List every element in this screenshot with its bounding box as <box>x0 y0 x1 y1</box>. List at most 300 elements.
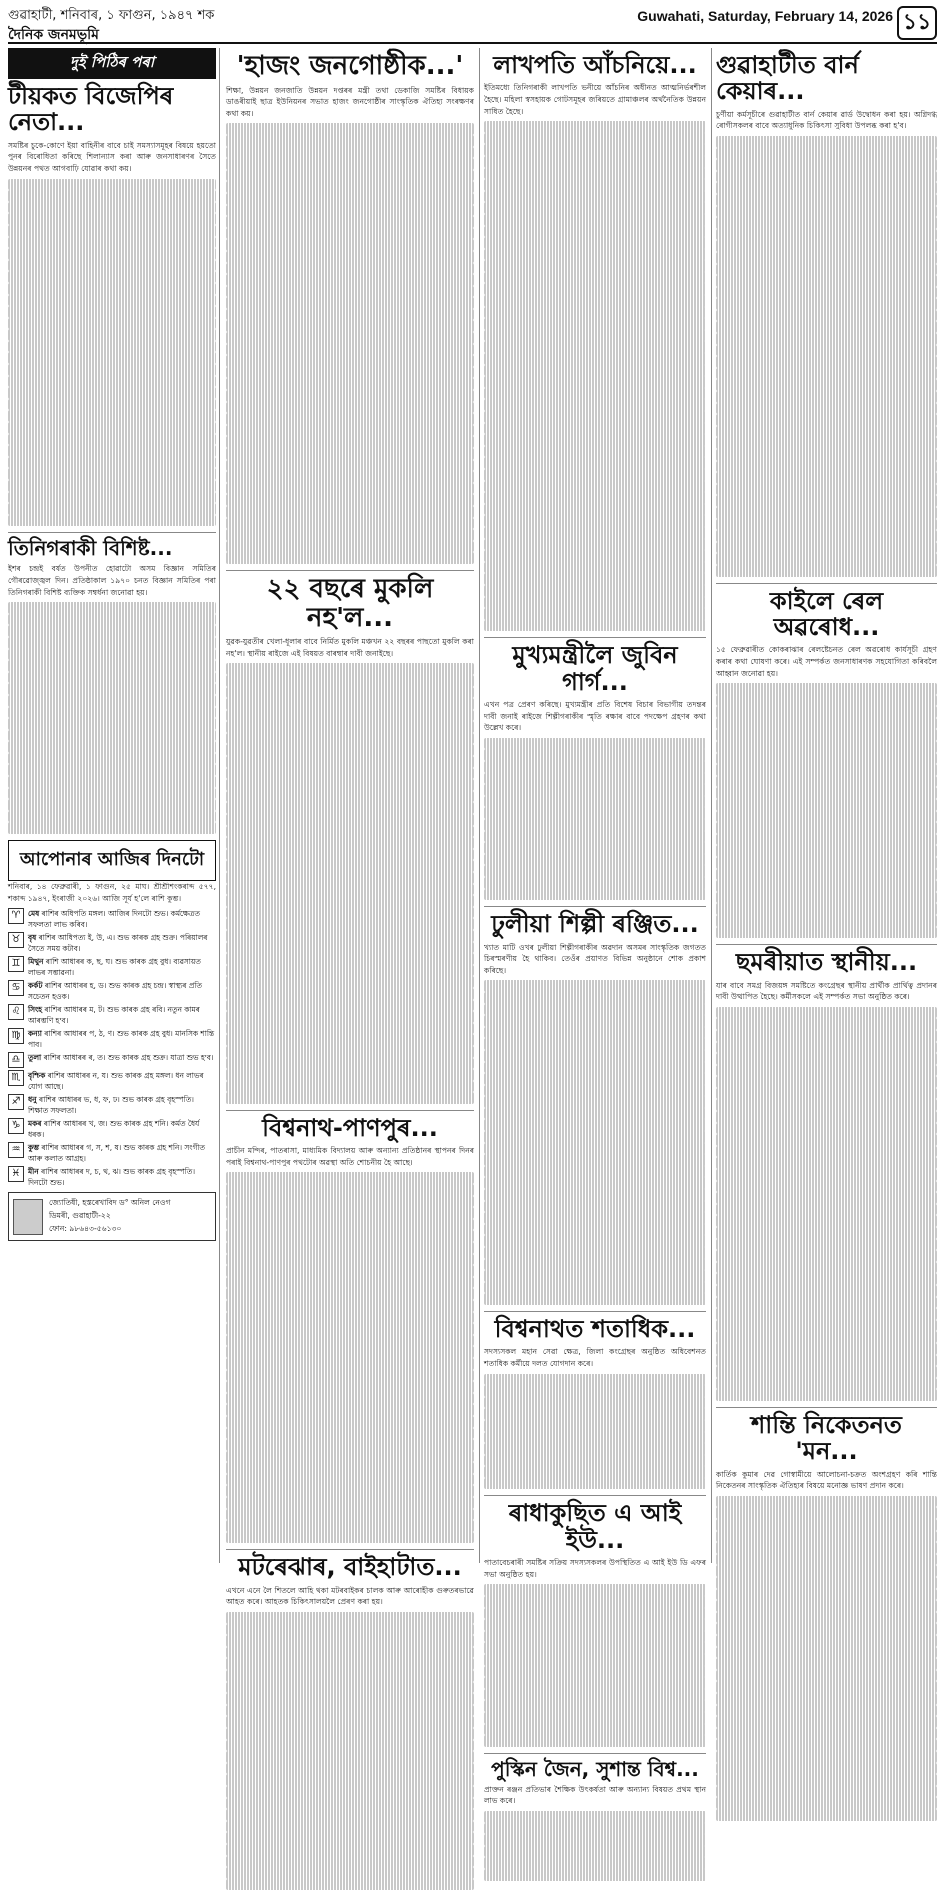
text-line-placeholder <box>226 826 474 838</box>
text-line-placeholder <box>226 402 474 414</box>
text-line-placeholder <box>8 672 216 684</box>
text-line-placeholder <box>716 1751 937 1763</box>
text-line-placeholder <box>8 614 216 626</box>
text-line-placeholder <box>484 492 706 504</box>
text-line-placeholder <box>8 352 216 364</box>
text-line-placeholder <box>226 1439 474 1451</box>
text-line-placeholder <box>8 637 216 649</box>
text-line-placeholder <box>484 1846 706 1858</box>
text-line-placeholder <box>226 1716 474 1728</box>
text-line-placeholder <box>716 880 937 892</box>
article-body: প্ৰাচীন মন্দিৰ, পাতৰাসা, মাধ্যমিক বিদ্যালয় আৰু অন্যান্য প্ৰতিষ্ঠানৰ স্থাপনৰ দিনৰ পৰাই বিশ্বনাথ-পাণপুৰ পথটোৰ অৱস্থা অতি শোচনীয় হৈ আছে। <box>226 1146 474 1167</box>
text-line-placeholder <box>716 729 937 741</box>
zodiac-capricorn-icon: ♑ <box>8 1118 24 1134</box>
text-line-placeholder <box>226 529 474 541</box>
text-line-placeholder <box>716 1239 937 1251</box>
text-line-placeholder <box>484 1420 706 1432</box>
text-line-placeholder <box>8 649 216 661</box>
text-line-placeholder <box>226 1520 474 1532</box>
text-line-placeholder <box>484 1466 706 1478</box>
text-line-placeholder <box>226 1474 474 1486</box>
text-line-placeholder <box>484 784 706 796</box>
rashi-text: ৰাশিৰ আধাৰৰ ম, ট। শুভ কাৰক গ্ৰহ ৰবি। নতুন কামৰ আৰম্ভণি হ'ব। <box>28 1005 200 1026</box>
text-line-placeholder <box>484 399 706 411</box>
text-line-placeholder <box>484 992 706 1004</box>
text-line-placeholder <box>226 1451 474 1463</box>
text-line-placeholder <box>716 1623 937 1635</box>
rashi-name: মীন <box>28 1167 39 1177</box>
text-line-placeholder <box>226 494 474 506</box>
text-line-placeholder <box>484 260 706 272</box>
text-line-placeholder <box>226 675 474 687</box>
text-line-placeholder <box>484 168 706 180</box>
column-3 <box>484 48 706 1806</box>
zodiac-taurus-icon: ♉ <box>8 932 24 948</box>
text-line-placeholder <box>484 1857 706 1869</box>
text-line-placeholder <box>716 1192 937 1204</box>
text-line-placeholder <box>716 1366 937 1378</box>
text-line-placeholder <box>716 1519 937 1531</box>
text-line-placeholder <box>226 344 474 356</box>
text-line-placeholder <box>226 205 474 217</box>
text-line-placeholder <box>226 942 474 954</box>
text-line-placeholder <box>226 1184 474 1196</box>
text-line-placeholder <box>716 1496 937 1508</box>
text-line-placeholder <box>484 550 706 562</box>
text-line-placeholder <box>226 1786 474 1798</box>
headline: ঢুলীয়া শিল্পী ৰঞ্জিত... <box>491 910 699 939</box>
rashi-name: মেষ <box>28 909 40 919</box>
text-line-placeholder <box>716 472 937 484</box>
text-line-placeholder <box>716 1635 937 1647</box>
text-line-placeholder <box>716 519 937 531</box>
text-line-placeholder <box>484 1015 706 1027</box>
rashi-text: ৰাশিৰ আধাৰৰ ভ, ধ, ফ, ঢ। শুভ কাৰক গ্ৰহ বৃহস্পতি। শিক্ষাত সফলতা। <box>28 1095 194 1116</box>
rashi-item <box>8 1142 216 1164</box>
text-line-placeholder <box>8 329 216 341</box>
text-line-placeholder <box>226 1219 474 1231</box>
text-line-placeholder <box>716 869 937 881</box>
text-line-placeholder <box>484 121 706 133</box>
text-line-placeholder <box>8 683 216 695</box>
text-line-placeholder <box>716 1705 937 1717</box>
rashi-item <box>8 1070 216 1092</box>
text-line-placeholder <box>716 1507 937 1519</box>
text-line-placeholder <box>716 706 937 718</box>
text-line-placeholder <box>716 530 937 542</box>
text-line-placeholder <box>8 364 216 376</box>
text-line-placeholder <box>716 1285 937 1297</box>
text-line-placeholder <box>484 1224 706 1236</box>
text-line-placeholder <box>8 707 216 719</box>
text-line-placeholder <box>226 1462 474 1474</box>
text-line-placeholder <box>8 811 216 823</box>
text-line-placeholder <box>484 1108 706 1120</box>
text-line-placeholder <box>484 1677 706 1689</box>
text-line-placeholder <box>484 1689 706 1701</box>
text-line-placeholder <box>484 1270 706 1282</box>
text-line-placeholder <box>8 318 216 330</box>
text-line-placeholder <box>226 1485 474 1497</box>
text-line-placeholder <box>226 1821 474 1833</box>
text-line-placeholder <box>8 468 216 480</box>
text-line-placeholder <box>716 542 937 554</box>
text-line-placeholder <box>226 965 474 977</box>
column-divider <box>219 48 220 1563</box>
text-line-placeholder <box>226 698 474 710</box>
text-line-placeholder <box>484 1050 706 1062</box>
text-line-placeholder <box>716 298 937 310</box>
text-line-placeholder <box>716 1065 937 1077</box>
text-line-placeholder <box>484 807 706 819</box>
text-line-placeholder <box>226 1381 474 1393</box>
headline: 'হাজং জনগোষ্ঠীক...' <box>236 51 464 81</box>
text-line-placeholder <box>8 776 216 788</box>
rashi-item <box>8 1118 216 1140</box>
headline: মটৰেঝাৰ, বাইহাটাত... <box>238 1553 462 1582</box>
rashi-name: বৃষ <box>28 933 37 943</box>
horoscope-title: আপোনাৰ আজিৰ দিনটো <box>8 840 216 881</box>
text-line-placeholder <box>226 518 474 530</box>
text-line-placeholder <box>226 1867 474 1879</box>
text-line-placeholder <box>716 683 937 695</box>
masthead <box>8 6 937 43</box>
zodiac-sagittarius-icon: ♐ <box>8 1094 24 1110</box>
text-line-placeholder <box>716 391 937 403</box>
text-line-placeholder <box>484 283 706 295</box>
text-line-placeholder <box>8 730 216 742</box>
rashi-name: বৃশ্চিক <box>28 1071 46 1081</box>
text-line-placeholder <box>484 515 706 527</box>
text-line-placeholder <box>716 1250 937 1262</box>
text-line-placeholder <box>484 1654 706 1666</box>
rashi-text: ৰাশিৰ আধাৰৰ ৰ, ত। শুভ কাৰক গ্ৰহ শুক্ৰ। যাত্ৰা শুভ হ'ব। <box>43 1053 214 1063</box>
text-line-placeholder <box>484 1062 706 1074</box>
text-line-placeholder <box>716 507 937 519</box>
rashi-name: কৰ্কট <box>28 981 43 991</box>
rashi-item <box>8 956 216 978</box>
text-line-placeholder <box>8 225 216 237</box>
text-line-placeholder <box>226 483 474 495</box>
text-line-placeholder <box>484 1085 706 1097</box>
text-line-placeholder <box>716 1809 937 1821</box>
text-line-placeholder <box>8 260 216 272</box>
headline: লাখপতি আঁচনিয়ে... <box>493 51 697 79</box>
text-line-placeholder <box>484 1608 706 1620</box>
text-line-placeholder <box>226 1809 474 1821</box>
text-line-placeholder <box>226 1000 474 1012</box>
text-line-placeholder <box>716 148 937 160</box>
masthead-date-english: Guwahati, Saturday, February 14, 2026 <box>637 8 893 24</box>
text-line-placeholder <box>484 1834 706 1846</box>
text-line-placeholder <box>716 275 937 287</box>
text-line-placeholder <box>226 814 474 826</box>
text-line-placeholder <box>716 1786 937 1798</box>
text-line-placeholder <box>226 239 474 251</box>
text-line-placeholder <box>484 1443 706 1455</box>
text-line-placeholder <box>226 367 474 379</box>
astrologer-box <box>8 1192 216 1241</box>
rashi-text: ৰাশিৰ আধাৰৰ দ, চ, থ, ঝ। শুভ কাৰক গ্ৰহ বৃহস্পতি। দিনটো শুভ। <box>28 1167 195 1188</box>
text-line-placeholder <box>226 1624 474 1636</box>
text-line-placeholder <box>484 1212 706 1224</box>
text-line-placeholder <box>484 854 706 866</box>
text-line-placeholder <box>226 1058 474 1070</box>
text-line-placeholder <box>484 481 706 493</box>
text-line-placeholder <box>226 1277 474 1289</box>
text-line-placeholder <box>226 1416 474 1428</box>
text-line-placeholder <box>484 272 706 284</box>
text-line-placeholder <box>716 1018 937 1030</box>
text-line-placeholder <box>484 1143 706 1155</box>
text-line-placeholder <box>226 471 474 483</box>
text-line-placeholder <box>716 1612 937 1624</box>
text-line-placeholder <box>716 1146 937 1158</box>
article-body: ১৫ ফেব্ৰুৱাৰীত কোকৰাঝাৰ ৰেলষ্টেচনত ৰেল অৱৰোধ কাৰ্যসূচী গ্ৰহণ কৰাৰ কথা ঘোষণা কৰে। এই সম্পৰ্কত জনসাধাৰণক সহযোগিতা কৰিবলৈ আহ্বান জনোৱা হয়। <box>716 645 937 678</box>
rashi-name: কুম্ভ <box>28 1143 40 1153</box>
zodiac-cancer-icon: ♋ <box>8 980 24 996</box>
text-line-placeholder <box>716 495 937 507</box>
text-line-placeholder <box>226 1358 474 1370</box>
article-body: ইশৰ চন্দ্ৰই বৰ্ষত উপনীত হোৱাটো অসম বিজ্ঞান সমিতিৰ গৌৰৱোজ্জ্বল দিন। প্ৰতিষ্ঠাকাল ১৯৭০ চনত বিজ্ঞান সমিতিৰ পৰা তিনিগৰাকী বিশিষ্ট ব্যক্তিক সম্বৰ্ধনা জনোৱা হয়। <box>8 564 216 597</box>
text-line-placeholder <box>484 819 706 831</box>
text-line-placeholder <box>716 136 937 148</box>
text-line-placeholder <box>716 1542 937 1554</box>
text-line-placeholder <box>484 877 706 889</box>
text-line-placeholder <box>484 980 706 992</box>
text-line-placeholder <box>226 1034 474 1046</box>
text-line-placeholder <box>484 1642 706 1654</box>
text-line-placeholder <box>484 341 706 353</box>
headline: মুখ্যমন্ত্ৰীলৈ জুবিন গাৰ্গ... <box>512 641 678 696</box>
text-line-placeholder <box>716 695 937 707</box>
text-line-placeholder <box>716 1577 937 1589</box>
headline: বিশ্বনাথত শতাধিক... <box>494 1314 696 1343</box>
text-line-placeholder <box>484 469 706 481</box>
text-line-placeholder <box>484 179 706 191</box>
column-divider <box>479 48 480 1563</box>
text-line-placeholder <box>226 849 474 861</box>
text-line-placeholder <box>484 1584 706 1596</box>
text-line-placeholder <box>716 1297 937 1309</box>
text-line-placeholder <box>484 446 706 458</box>
text-line-placeholder <box>716 356 937 368</box>
text-line-placeholder <box>484 1712 706 1724</box>
text-line-placeholder <box>226 1774 474 1786</box>
text-line-placeholder <box>226 1832 474 1844</box>
text-line-placeholder <box>484 1131 706 1143</box>
text-line-placeholder <box>226 1404 474 1416</box>
text-line-placeholder <box>716 333 937 345</box>
text-line-placeholder <box>716 1308 937 1320</box>
text-line-placeholder <box>716 741 937 753</box>
text-line-placeholder <box>8 213 216 225</box>
text-line-placeholder <box>484 133 706 145</box>
column-1 <box>8 48 216 1563</box>
text-line-placeholder <box>716 252 937 264</box>
text-line-placeholder <box>226 1856 474 1868</box>
article-body: চুৰ্ণীয়া কৰ্মসূচীৰে গুৱাহাটীত বাৰ্ন কেয়াৰ ৱাৰ্ড উদ্বোধন কৰা হয়। অগ্নিদগ্ধ ৰোগীসকলৰ বাবে অত্যাধুনিক চিকিৎসা সুবিধা উপলব্ধ কৰা হ'ব। <box>716 109 937 131</box>
text-line-placeholder <box>226 837 474 849</box>
text-line-placeholder <box>226 320 474 332</box>
text-line-placeholder <box>8 445 216 457</box>
text-line-placeholder <box>716 310 937 322</box>
text-line-placeholder <box>8 190 216 202</box>
text-line-placeholder <box>8 718 216 730</box>
text-line-placeholder <box>716 764 937 776</box>
text-line-placeholder <box>226 779 474 791</box>
headline: ২২ বছৰে মুকলি নহ'ল... <box>266 573 434 633</box>
text-line-placeholder <box>226 1300 474 1312</box>
text-line-placeholder <box>226 1323 474 1335</box>
astrologer-photo <box>13 1199 43 1235</box>
text-line-placeholder <box>716 1088 937 1100</box>
text-line-placeholder <box>484 1432 706 1444</box>
text-line-placeholder <box>8 399 216 411</box>
text-line-placeholder <box>716 1716 937 1728</box>
column-2 <box>226 48 474 1607</box>
zodiac-leo-icon: ♌ <box>8 1004 24 1020</box>
text-line-placeholder <box>8 283 216 295</box>
text-line-placeholder <box>716 1589 937 1601</box>
text-line-placeholder <box>484 1166 706 1178</box>
text-line-placeholder <box>484 608 706 620</box>
text-line-placeholder <box>484 330 706 342</box>
rashi-item <box>8 908 216 930</box>
text-line-placeholder <box>716 1565 937 1577</box>
text-line-placeholder <box>226 802 474 814</box>
text-line-placeholder <box>484 226 706 238</box>
rashi-name: মিথুন <box>28 957 44 967</box>
text-line-placeholder <box>226 1230 474 1242</box>
text-line-placeholder <box>484 1811 706 1823</box>
rashi-item <box>8 1004 216 1026</box>
text-line-placeholder <box>226 687 474 699</box>
article-body: এখনে এনে লৈ শিতলে আহি থকা মটৰবাইকৰ চালক আৰু আৰোহীক গুৰুতৰভাৱে আহত কৰে। আহতক চিকিৎসালয়লৈ প্ৰেৰণ কৰা হয়। <box>226 1585 474 1607</box>
text-line-placeholder <box>484 1478 706 1490</box>
text-line-placeholder <box>8 179 216 191</box>
rashi-name: সিংহ <box>28 1005 43 1015</box>
text-line-placeholder <box>8 799 216 811</box>
text-line-placeholder <box>226 1728 474 1740</box>
text-line-placeholder <box>226 1879 474 1890</box>
text-line-placeholder <box>8 376 216 388</box>
text-line-placeholder <box>716 414 937 426</box>
text-line-placeholder <box>716 1355 937 1367</box>
text-line-placeholder <box>716 834 937 846</box>
headline: তিনিগৰাকী বিশিষ্ট... <box>8 536 173 561</box>
text-line-placeholder <box>716 845 937 857</box>
text-line-placeholder <box>484 1119 706 1131</box>
text-line-placeholder <box>226 1046 474 1058</box>
text-line-placeholder <box>226 390 474 402</box>
text-line-placeholder <box>226 1023 474 1035</box>
text-line-placeholder <box>484 1004 706 1016</box>
zodiac-virgo-icon: ♍ <box>8 1028 24 1044</box>
rashi-text: ৰাশিৰ আধাৰৰ হ, ড। শুভ কাৰক গ্ৰহ চন্দ্ৰ। স্বাস্থ্যৰ প্ৰতি সচেতন হওক। <box>28 981 202 1002</box>
text-line-placeholder <box>8 295 216 307</box>
article-body: যাৰ বাবে সমগ্ৰ বিজয়ঙ্গ সমষ্টিতে কংগ্ৰেছৰ স্থানীয় প্ৰাৰ্থীক প্ৰাৰ্থিত্ব প্ৰদানৰ দাবী উত্থাপিত হৈছে। কৰ্মীসকলে এই সম্পৰ্কত সভা অনুষ্ঠিত কৰে। <box>716 980 937 1002</box>
text-line-placeholder <box>484 749 706 761</box>
text-line-placeholder <box>8 387 216 399</box>
text-line-placeholder <box>716 437 937 449</box>
text-line-placeholder <box>716 1123 937 1135</box>
text-line-placeholder <box>484 1374 706 1386</box>
text-line-placeholder <box>716 915 937 927</box>
text-line-placeholder <box>484 434 706 446</box>
text-line-placeholder <box>8 480 216 492</box>
text-line-placeholder <box>226 147 474 159</box>
text-line-placeholder <box>484 249 706 261</box>
text-line-placeholder <box>716 1331 937 1343</box>
text-line-placeholder <box>484 738 706 750</box>
text-line-placeholder <box>226 460 474 472</box>
text-line-placeholder <box>716 1774 937 1786</box>
text-line-placeholder <box>226 1844 474 1856</box>
text-line-placeholder <box>8 237 216 249</box>
article-body: শিক্ষা, উন্নয়ন জনজাতি উন্নয়ন দপ্তৰৰ মন্ত্ৰী তথা ডেকাজি সমষ্টিৰ বিধায়ক ডাঙৰীয়াই ছাত্ৰ ইউনিয়নৰ সভাত হাজং জনগোষ্ঠীৰ সাংস্কৃতিক ঐতিহ্য সংৰক্ষণৰ কথা কয়। <box>226 85 474 118</box>
text-line-placeholder <box>484 423 706 435</box>
text-line-placeholder <box>484 1201 706 1213</box>
rashi-text: ৰাশিৰ আধিপত্য ই, উ, এ। শুভ কাৰক গ্ৰহ শুক্ৰ। পৰিয়ালৰ সৈতে সময় কটাব। <box>28 933 208 954</box>
text-line-placeholder <box>226 216 474 228</box>
text-line-placeholder <box>484 597 706 609</box>
text-line-placeholder <box>226 436 474 448</box>
text-line-placeholder <box>226 721 474 733</box>
text-line-placeholder <box>226 860 474 872</box>
text-line-placeholder <box>716 753 937 765</box>
text-line-placeholder <box>716 1134 937 1146</box>
text-line-placeholder <box>716 194 937 206</box>
text-line-placeholder <box>226 884 474 896</box>
headline: টীয়কত বিজেপিৰ নেতা... <box>8 82 174 137</box>
text-line-placeholder <box>716 229 937 241</box>
text-line-placeholder <box>484 504 706 516</box>
text-line-placeholder <box>484 1259 706 1271</box>
rashi-name: ধনু <box>28 1095 37 1105</box>
headline: কাইলে ৰেল অৱৰোধ... <box>769 586 884 641</box>
text-line-placeholder <box>716 1099 937 1111</box>
text-line-placeholder <box>484 1154 706 1166</box>
text-line-placeholder <box>226 1751 474 1763</box>
text-line-placeholder <box>716 240 937 252</box>
text-line-placeholder <box>484 1596 706 1608</box>
text-line-placeholder <box>716 321 937 333</box>
text-line-placeholder <box>484 295 706 307</box>
text-line-placeholder <box>716 1215 937 1227</box>
text-line-placeholder <box>716 1111 937 1123</box>
text-line-placeholder <box>8 422 216 434</box>
text-line-placeholder <box>8 457 216 469</box>
text-line-placeholder <box>226 791 474 803</box>
text-line-placeholder <box>716 1389 937 1401</box>
text-line-placeholder <box>226 768 474 780</box>
text-line-placeholder <box>716 426 937 438</box>
text-line-placeholder <box>716 182 937 194</box>
text-line-placeholder <box>8 625 216 637</box>
text-line-placeholder <box>484 202 706 214</box>
text-line-placeholder <box>8 764 216 776</box>
text-line-placeholder <box>484 620 706 632</box>
text-line-placeholder <box>226 1798 474 1810</box>
text-line-placeholder <box>484 573 706 585</box>
headline: শান্তি নিকেতনত 'মন... <box>751 1410 902 1466</box>
astrologer-name: জ্যোতিষী, হস্তৰেখাবিদ ড° অনিল নেওগ <box>49 1198 171 1208</box>
rashi-item <box>8 980 216 1002</box>
rashi-item <box>8 1166 216 1188</box>
text-line-placeholder <box>226 1693 474 1705</box>
text-line-placeholder <box>226 1011 474 1023</box>
